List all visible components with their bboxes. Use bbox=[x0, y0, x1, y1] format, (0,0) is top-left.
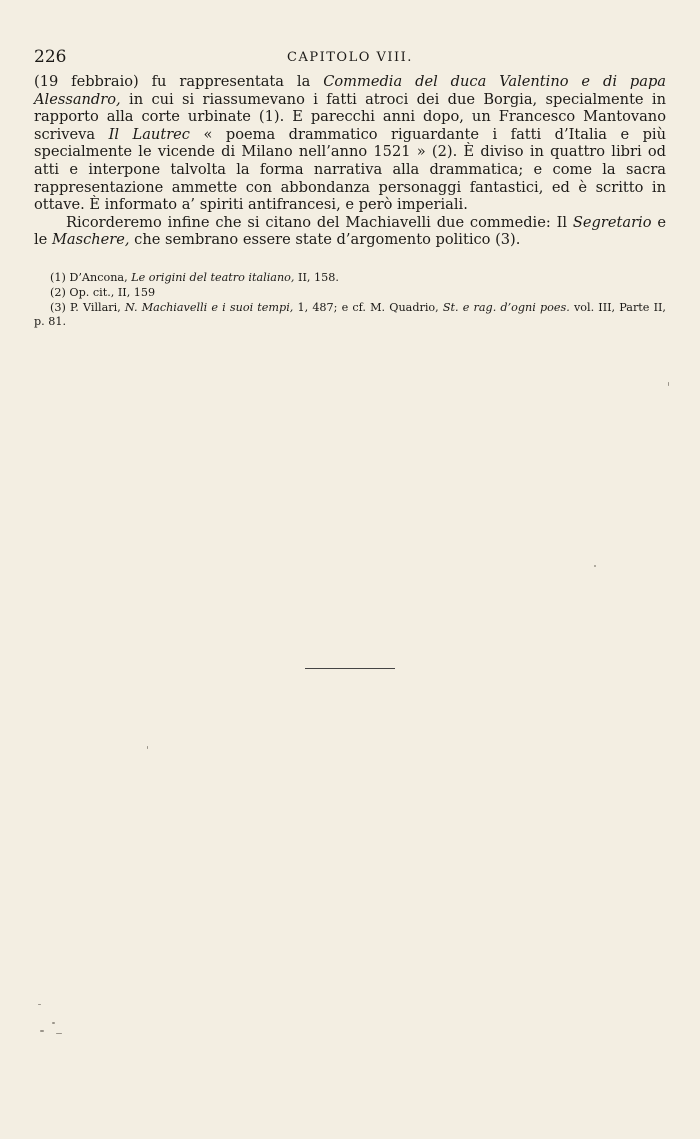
running-head: CAPITOLO VIII. bbox=[287, 50, 413, 65]
footnote-2-text: (2) Op. cit., II, 159 bbox=[50, 285, 156, 299]
footnote-3-text-c: vol. III, Parte II, p. 81. bbox=[34, 300, 666, 329]
page-header bbox=[34, 47, 666, 73]
book-page bbox=[34, 47, 666, 330]
section-end-rule bbox=[305, 668, 395, 669]
page-number: 226 bbox=[34, 47, 67, 67]
footnote-1-text-a: (1) D’Ancona, bbox=[50, 270, 132, 284]
paragraph-2-title-segretario: Segretario bbox=[572, 213, 652, 231]
paragraph-2-text-a: Ricorderemo infine che si citano del Machiavelli due commedie: Il bbox=[66, 213, 573, 231]
paper-speck bbox=[56, 1033, 62, 1034]
footnote-1 bbox=[34, 271, 666, 286]
paragraph-1-text-b: in cui si riassumevano i fatti atroci dei due Borgia, specialmente in rapporto alla corte urbinate (1). E parecchi anni dopo, un Francesco Mantovano scriveva bbox=[34, 90, 666, 143]
footnote-3-title-quadrio: St. e rag. d’ogni poes. bbox=[442, 300, 570, 314]
footnote-2 bbox=[34, 286, 666, 301]
footnote-3-text-a: (3) P. Villari, bbox=[50, 300, 125, 314]
footnote-3-text-b: 1, 487; e cf. M. Quadrio, bbox=[293, 300, 443, 314]
paragraph-1-text-a: (19 febbraio) fu rappresentata la bbox=[34, 73, 324, 90]
footnote-3-title-machiavelli: N. Machiavelli e i suoi tempi, bbox=[124, 300, 294, 314]
paragraph-2-text-b: e le bbox=[34, 213, 667, 249]
footnote-3 bbox=[34, 301, 666, 331]
paragraph-1 bbox=[34, 73, 666, 214]
paragraph-1-text-c: « poema drammatico riguardante i fatti d’Italia e più specialmente le vicende di Milano nell’anno 1521 » (2). È diviso in quattro libri od atti e interpone talvolta la forma narrativa alla drammatica; e come la sacra rappresentazione ammette con abbondanza personaggi fantastici, ed è scritto in ottave. È informato a’ spiriti antifrancesi, e però imperiali. bbox=[34, 125, 666, 214]
paper-speck bbox=[38, 1004, 41, 1005]
footnotes bbox=[34, 271, 666, 330]
footnote-1-title: Le origini del teatro italiano, bbox=[131, 270, 295, 284]
paper-speck bbox=[147, 746, 148, 749]
footnote-1-text-b: II, 158. bbox=[294, 270, 339, 284]
paper-speck bbox=[668, 382, 669, 386]
paragraph-1-title-lautrec: Il Lautrec bbox=[108, 125, 190, 143]
paragraph-2 bbox=[34, 214, 666, 249]
paragraph-1-title-commedia: Commedia del duca Valentino e di papa Alessandro, bbox=[34, 73, 666, 108]
paragraph-2-text-c: che sembrano essere state d’argomento politico (3). bbox=[129, 231, 521, 249]
paragraph-2-title-maschere: Maschere, bbox=[51, 231, 130, 249]
paper-speck bbox=[594, 565, 596, 567]
paper-speck bbox=[40, 1030, 44, 1032]
paper-speck bbox=[52, 1022, 55, 1024]
body-text bbox=[34, 73, 666, 249]
